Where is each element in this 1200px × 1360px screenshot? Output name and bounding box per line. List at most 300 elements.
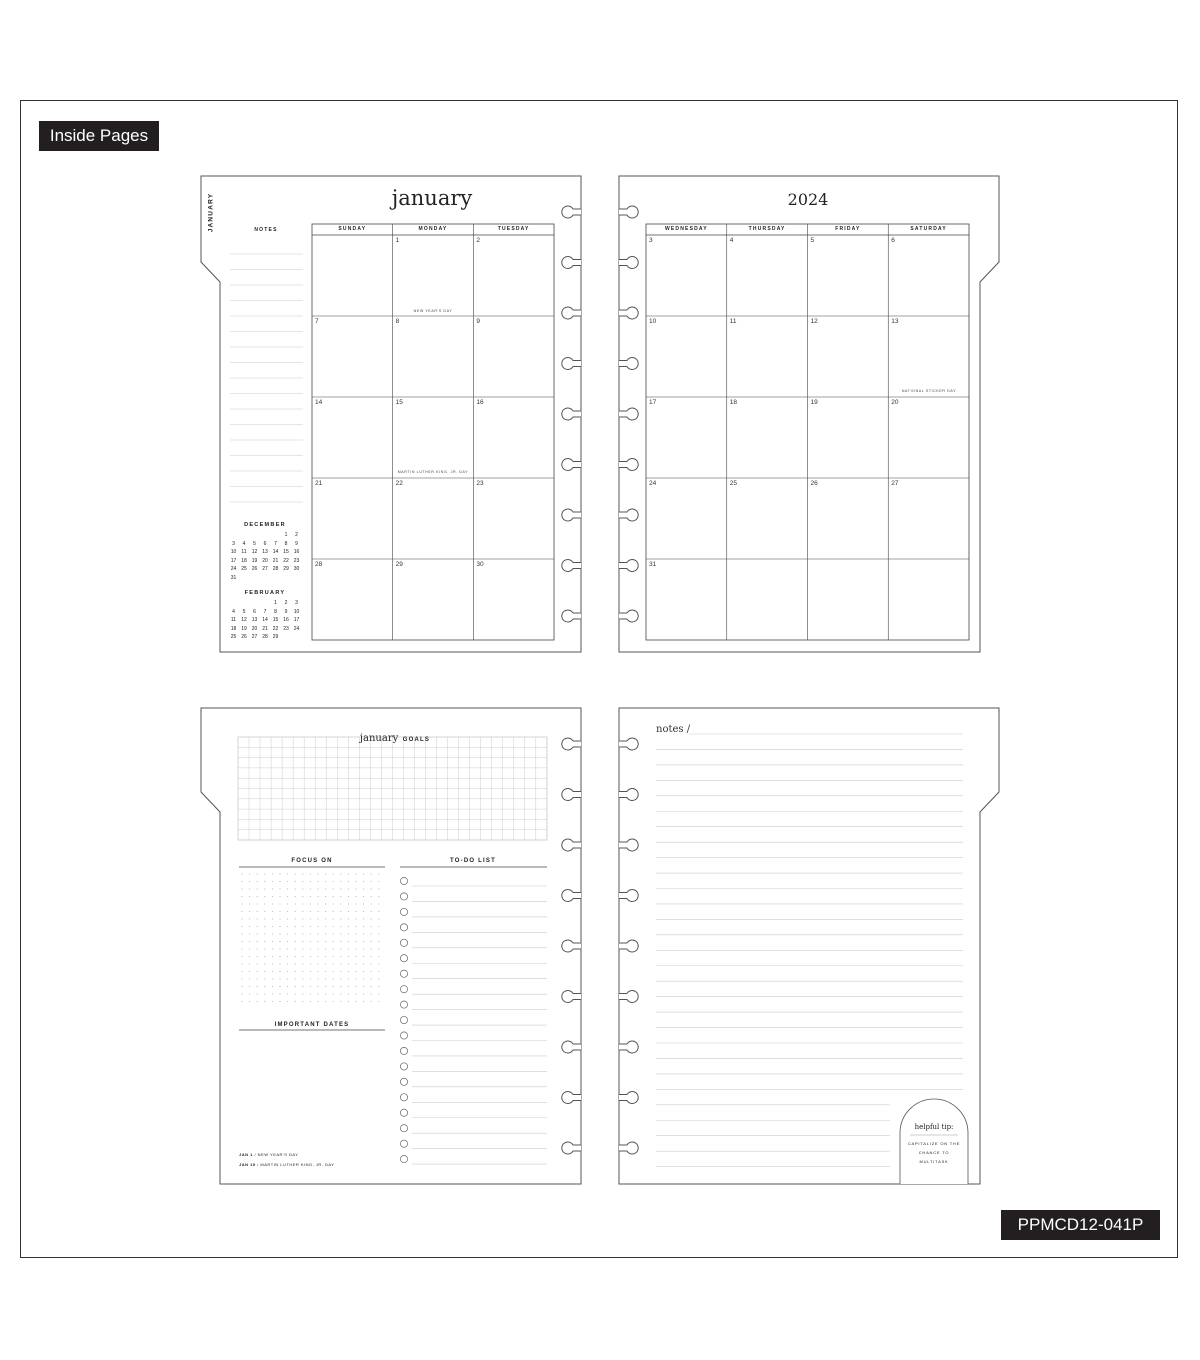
focus-dot	[287, 881, 288, 882]
focus-dot	[272, 918, 273, 919]
focus-dot	[333, 941, 334, 942]
focus-dot	[348, 971, 349, 972]
focus-dot	[272, 1001, 273, 1002]
todo-checkbox-icon	[400, 1032, 407, 1039]
focus-dot	[249, 963, 250, 964]
holiday-new-year: NEW YEAR'S DAY	[413, 309, 453, 313]
mini-cal-day: 20	[262, 557, 268, 564]
focus-dot	[302, 986, 303, 987]
focus-dot	[249, 933, 250, 934]
focus-dot	[333, 1001, 334, 1002]
focus-dot	[295, 918, 296, 919]
mini-cal-day: 28	[262, 634, 268, 641]
focus-dot	[249, 896, 250, 897]
focus-dot	[333, 933, 334, 934]
mini-cal-day: 8	[274, 608, 277, 615]
focus-dot	[287, 926, 288, 927]
focus-dot	[310, 956, 311, 957]
focus-dot	[295, 963, 296, 964]
focus-dot	[340, 896, 341, 897]
focus-dot	[310, 971, 311, 972]
focus-dot	[340, 971, 341, 972]
focus-dot	[355, 903, 356, 904]
focus-dot	[264, 956, 265, 957]
focus-dot	[241, 963, 242, 964]
important-dates-label: IMPORTANT DATES	[274, 1022, 350, 1028]
mini-cal-day: 11	[230, 617, 237, 624]
focus-dot	[287, 941, 288, 942]
focus-dot	[257, 941, 258, 942]
focus-dot	[363, 933, 364, 934]
weekday-tuesday: TUESDAY	[497, 226, 530, 232]
focus-dot	[287, 896, 288, 897]
focus-dot	[249, 993, 250, 994]
focus-dot	[249, 956, 250, 957]
day-number: 23	[476, 480, 484, 487]
focus-dot	[295, 933, 296, 934]
focus-dot	[241, 873, 242, 874]
focus-dot	[249, 1001, 250, 1002]
mini-cal-day: 19	[241, 625, 247, 632]
focus-dot	[371, 941, 372, 942]
focus-dot	[264, 873, 265, 874]
day-number: 20	[891, 399, 899, 406]
focus-dot	[378, 933, 379, 934]
focus-dot	[295, 873, 296, 874]
focus-dot	[317, 903, 318, 904]
focus-on-label: FOCUS ON	[291, 858, 333, 864]
focus-dot	[241, 1001, 242, 1002]
important-date-1-key: JAN 1	[239, 1152, 253, 1157]
focus-dot	[363, 888, 364, 889]
day-number: 31	[649, 561, 657, 568]
focus-dot	[287, 948, 288, 949]
focus-dot	[264, 986, 265, 987]
focus-dot	[348, 941, 349, 942]
focus-dot	[272, 978, 273, 979]
focus-dot	[279, 971, 280, 972]
day-number: 10	[649, 318, 657, 325]
focus-dot	[348, 986, 349, 987]
focus-dot	[302, 971, 303, 972]
focus-dot	[264, 971, 265, 972]
focus-dot	[249, 926, 250, 927]
focus-dot	[279, 896, 280, 897]
todo-checkbox-icon	[400, 1078, 407, 1085]
focus-dot	[325, 933, 326, 934]
mini-cal-day: 25	[230, 634, 237, 641]
focus-dot	[287, 888, 288, 889]
focus-dot	[348, 918, 349, 919]
focus-dot	[317, 993, 318, 994]
focus-dot	[333, 986, 334, 987]
focus-dot	[287, 993, 288, 994]
focus-dot	[340, 986, 341, 987]
mini-cal-day: 31	[230, 575, 237, 581]
focus-dot	[295, 911, 296, 912]
focus-dot	[340, 1001, 341, 1002]
focus-dot	[348, 933, 349, 934]
year-title: 2024	[787, 190, 829, 209]
mini-cal-day: 4	[232, 608, 235, 615]
focus-dot	[272, 933, 273, 934]
focus-dot	[272, 941, 273, 942]
important-date-2	[239, 1162, 334, 1167]
focus-dot	[317, 881, 318, 882]
focus-dot	[371, 888, 372, 889]
focus-dot	[355, 926, 356, 927]
focus-dot	[310, 873, 311, 874]
mini-cal-day: 5	[242, 608, 246, 615]
day-number: 9	[476, 318, 480, 325]
focus-dot	[325, 918, 326, 919]
mini-cal-day: 7	[274, 540, 277, 547]
focus-dot	[340, 926, 341, 927]
mini-cal-day: 11	[241, 549, 247, 556]
goals-title	[330, 728, 460, 746]
focus-dot	[333, 888, 334, 889]
focus-dot	[317, 918, 318, 919]
focus-dot	[363, 881, 364, 882]
focus-dot	[310, 926, 311, 927]
mini-cal-day: 2	[284, 600, 288, 606]
day-number: 2	[476, 237, 480, 244]
focus-dot	[272, 956, 273, 957]
focus-dot	[295, 948, 296, 949]
focus-dot	[302, 911, 303, 912]
focus-dot	[325, 941, 326, 942]
weekday-sunday: SUNDAY	[338, 226, 367, 232]
day-number: 21	[315, 480, 323, 487]
focus-dot	[340, 881, 341, 882]
focus-dot	[348, 993, 349, 994]
focus-dot	[310, 978, 311, 979]
notes-label: NOTES	[254, 227, 278, 233]
page-outline-bottom-left	[201, 708, 581, 1184]
focus-dot	[302, 1001, 303, 1002]
weekday-thursday: THURSDAY	[748, 226, 786, 232]
focus-dot	[333, 971, 334, 972]
day-number: 27	[891, 480, 899, 487]
focus-dot	[257, 911, 258, 912]
important-date-2-text: / MARTIN LUTHER KING, JR. DAY	[255, 1162, 335, 1167]
focus-dot	[317, 986, 318, 987]
focus-dot	[249, 941, 250, 942]
mini-cal-day: 14	[262, 617, 268, 624]
day-number: 29	[395, 561, 403, 568]
focus-dot	[279, 956, 280, 957]
focus-dot	[257, 963, 258, 964]
focus-dot	[287, 986, 288, 987]
mini-cal-day: 9	[295, 540, 298, 547]
focus-dot	[378, 948, 379, 949]
focus-dot	[333, 873, 334, 874]
focus-dot	[302, 933, 303, 934]
focus-dot	[249, 881, 250, 882]
focus-dot	[317, 948, 318, 949]
focus-dot	[279, 918, 280, 919]
focus-dot	[333, 911, 334, 912]
focus-dot	[287, 956, 288, 957]
mini-cal-day: 3	[295, 600, 298, 606]
focus-dot	[355, 873, 356, 874]
day-number: 8	[395, 318, 400, 325]
weekday-wednesday: WEDNESDAY	[664, 226, 708, 232]
focus-dot	[333, 993, 334, 994]
focus-dot	[287, 971, 288, 972]
focus-dot	[241, 971, 242, 972]
weekday-friday: FRIDAY	[835, 226, 861, 232]
mini-cal-day: 4	[242, 540, 246, 547]
focus-dot	[348, 873, 349, 874]
focus-dot	[310, 993, 311, 994]
focus-dot	[241, 911, 242, 912]
focus-dot	[279, 873, 280, 874]
focus-dot	[355, 911, 356, 912]
todo-checkbox-icon	[400, 1125, 407, 1132]
mini-cal-day: 25	[241, 566, 247, 573]
focus-dot	[317, 888, 318, 889]
day-number: 28	[315, 561, 323, 568]
focus-dot	[340, 978, 341, 979]
focus-dot	[241, 888, 242, 889]
helpful-tip-title: helpful tip:	[914, 1123, 954, 1131]
focus-dot	[325, 926, 326, 927]
focus-dot	[295, 993, 296, 994]
focus-dot	[348, 881, 349, 882]
focus-dot	[279, 948, 280, 949]
focus-dot	[279, 941, 280, 942]
weekday-saturday: SATURDAY	[910, 226, 947, 232]
focus-dot	[302, 941, 303, 942]
focus-dot	[264, 918, 265, 919]
focus-dot	[249, 911, 250, 912]
focus-dot	[378, 903, 379, 904]
day-number: 14	[315, 399, 323, 406]
focus-dot	[241, 896, 242, 897]
focus-dot	[371, 963, 372, 964]
focus-dot	[348, 956, 349, 957]
important-date-1	[239, 1152, 298, 1157]
focus-dot	[295, 1001, 296, 1002]
todo-checkbox-icon	[400, 1016, 407, 1023]
mini-cal-day: 22	[283, 557, 289, 564]
day-number: 26	[810, 480, 818, 487]
focus-dot	[363, 926, 364, 927]
mini-cal-day: 21	[262, 625, 268, 632]
focus-dot	[264, 978, 265, 979]
focus-dot	[287, 933, 288, 934]
focus-dot	[363, 1001, 364, 1002]
focus-dot	[325, 971, 326, 972]
focus-dot	[287, 978, 288, 979]
focus-dot	[257, 956, 258, 957]
focus-dot	[264, 926, 265, 927]
mini-cal-day: 21	[272, 557, 279, 564]
day-number: 3	[649, 237, 653, 244]
mini-cal-day: 16	[293, 549, 300, 556]
focus-dot	[378, 963, 379, 964]
inside-pages-label: Inside Pages	[39, 121, 159, 151]
focus-dot	[279, 993, 280, 994]
focus-dot	[302, 948, 303, 949]
mini-cal-day: 18	[241, 557, 247, 564]
focus-dot	[363, 911, 364, 912]
focus-dot	[325, 948, 326, 949]
mini-cal-day: 14	[272, 549, 279, 556]
mini-cal-day: 12	[241, 617, 247, 624]
focus-dot	[295, 926, 296, 927]
day-number: 22	[395, 480, 403, 487]
focus-dot	[264, 963, 265, 964]
day-number: 1	[395, 237, 400, 244]
focus-dot	[287, 903, 288, 904]
focus-dot	[249, 948, 250, 949]
focus-dot	[310, 888, 311, 889]
day-number: 11	[729, 318, 737, 325]
focus-dot	[302, 903, 303, 904]
focus-dot	[302, 888, 303, 889]
mini-cal-day: 27	[262, 566, 268, 573]
focus-dot	[279, 986, 280, 987]
focus-dot	[363, 993, 364, 994]
focus-dot	[241, 986, 242, 987]
focus-dot	[272, 926, 273, 927]
todo-checkbox-icon	[400, 986, 407, 993]
focus-dot	[348, 1001, 349, 1002]
focus-dot	[325, 956, 326, 957]
focus-dot	[279, 926, 280, 927]
focus-dot	[355, 941, 356, 942]
weekday-monday: MONDAY	[418, 226, 448, 232]
focus-dot	[333, 948, 334, 949]
focus-dot	[371, 993, 372, 994]
focus-dot	[257, 918, 258, 919]
focus-dot	[325, 881, 326, 882]
focus-dot	[295, 956, 296, 957]
day-number: 5	[810, 237, 815, 244]
focus-dot	[295, 978, 296, 979]
focus-dot	[272, 963, 273, 964]
focus-dot	[317, 1001, 318, 1002]
todo-checkbox-icon	[400, 1156, 407, 1163]
mini-cal-day: 6	[253, 608, 256, 615]
focus-dot	[257, 873, 258, 874]
focus-dot	[333, 881, 334, 882]
mini-cal-day: 28	[272, 566, 279, 573]
day-number: 18	[729, 399, 737, 406]
focus-dot	[333, 918, 334, 919]
focus-dot	[348, 948, 349, 949]
focus-dot	[363, 903, 364, 904]
focus-dot	[355, 933, 356, 934]
focus-dot	[302, 881, 303, 882]
focus-dot	[272, 873, 273, 874]
mini-cal-day: 2	[295, 532, 298, 538]
mini-cal-day: 7	[263, 608, 267, 615]
focus-dot	[355, 888, 356, 889]
todo-checkbox-icon	[400, 893, 407, 900]
focus-dot	[325, 896, 326, 897]
focus-dot	[371, 881, 372, 882]
mini-cal-december-title: DECEMBER	[244, 522, 286, 528]
focus-dot	[241, 978, 242, 979]
focus-dot	[363, 948, 364, 949]
focus-dot	[355, 978, 356, 979]
focus-dot	[325, 873, 326, 874]
focus-dot	[333, 963, 334, 964]
focus-dot	[378, 873, 379, 874]
todo-checkbox-icon	[400, 1094, 407, 1101]
day-number: 25	[729, 480, 737, 487]
focus-dot	[241, 918, 242, 919]
focus-dot	[378, 881, 379, 882]
mini-cal-day: 30	[293, 566, 300, 573]
focus-dot	[371, 948, 372, 949]
focus-dot	[378, 911, 379, 912]
focus-dot	[264, 941, 265, 942]
focus-dot	[355, 963, 356, 964]
focus-dot	[295, 986, 296, 987]
mini-cal-day: 23	[283, 625, 289, 632]
focus-dot	[257, 933, 258, 934]
focus-dot	[241, 933, 242, 934]
focus-dot	[317, 896, 318, 897]
focus-dot	[363, 963, 364, 964]
mini-cal-day: 3	[232, 540, 235, 547]
focus-dot	[348, 888, 349, 889]
todo-list-label: TO-DO LIST	[450, 858, 496, 864]
focus-dot	[378, 986, 379, 987]
focus-dot	[302, 978, 303, 979]
focus-dot	[287, 873, 288, 874]
focus-dot	[378, 971, 379, 972]
focus-dot	[378, 896, 379, 897]
mini-cal-day: 23	[293, 557, 300, 564]
focus-dot	[264, 896, 265, 897]
mini-cal-day: 8	[284, 540, 288, 547]
focus-dot	[241, 926, 242, 927]
focus-dot	[310, 896, 311, 897]
goals-month: january	[359, 733, 399, 744]
focus-dot	[310, 918, 311, 919]
focus-dot	[249, 986, 250, 987]
focus-dot	[257, 1001, 258, 1002]
day-number: 16	[476, 399, 484, 406]
focus-dot	[355, 881, 356, 882]
focus-dot	[317, 873, 318, 874]
focus-dot	[325, 903, 326, 904]
focus-dot	[272, 986, 273, 987]
mini-cal-day: 17	[230, 557, 237, 564]
focus-dot	[302, 873, 303, 874]
focus-dot	[371, 986, 372, 987]
todo-checkbox-icon	[400, 908, 407, 915]
focus-dot	[287, 911, 288, 912]
todo-checkbox-icon	[400, 1063, 407, 1070]
mini-cal-february-title: FEBRUARY	[244, 590, 286, 596]
focus-dot	[378, 926, 379, 927]
focus-dot	[371, 918, 372, 919]
mini-cal-day: 6	[263, 540, 267, 547]
holiday-sticker-day: NATIONAL STICKER DAY	[901, 389, 957, 393]
todo-checkbox-icon	[400, 939, 407, 946]
focus-dot	[241, 903, 242, 904]
focus-dot	[340, 911, 341, 912]
focus-dot	[348, 903, 349, 904]
mini-cal-day: 1	[274, 600, 277, 606]
focus-dot	[317, 971, 318, 972]
